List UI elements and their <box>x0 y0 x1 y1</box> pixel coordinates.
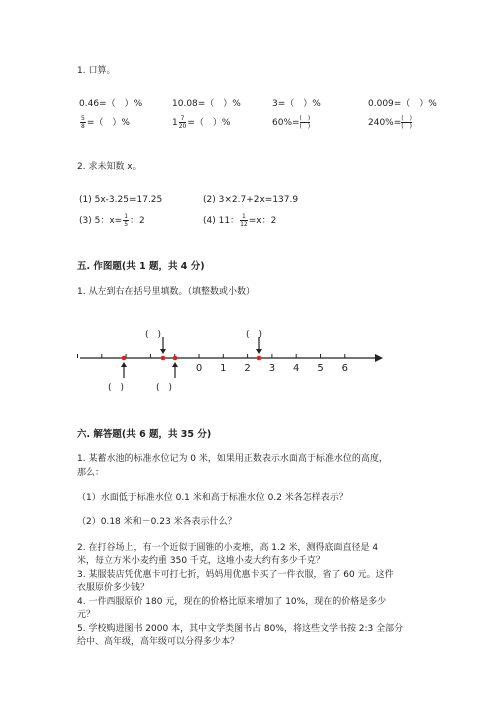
tick-label: 6 <box>341 363 348 374</box>
q1-item-6: 1 $\frac{7}{20}$ =（ ）% <box>172 115 231 130</box>
up-arrow-head <box>121 362 127 367</box>
sec6-q4-line1: 4. 一件西服原价 180 元，现在的价格比原来增加了 10%，现在的价格是多少 <box>77 597 387 607</box>
tick-label: 4 <box>293 363 300 374</box>
answer-paren-bottom-2: ( ) <box>156 383 173 393</box>
down-arrow-head <box>160 349 166 354</box>
tick-label: 0 <box>195 363 203 374</box>
q1-item-1: 0.46=（ ）% <box>79 99 143 109</box>
answer-fraction-slot: ( ) ( ) <box>401 115 412 130</box>
sec6-q1-line1: 1. 某蓄水池的标准水位记为 0 米，如果用正数表示水面高于标准水位的高度， <box>77 454 388 464</box>
section-6-heading: 六. 解答题(共 6 题，共 35 分) <box>77 429 212 440</box>
section-5-heading: 五. 作图题(共 1 题，共 4 分) <box>77 261 205 272</box>
q2-title: 2. 求未知数 x。 <box>77 162 142 172</box>
q2-eq-1: (1) 5x-3.25=17.25 <box>79 195 163 205</box>
sec6-q3-line2: 衣服原价多少钱？ <box>77 583 150 593</box>
answer-paren-top-2: ( ) <box>246 330 263 340</box>
q1-item-7: 60%= ( ) ( ) <box>272 115 311 130</box>
q1-item-5: $\frac{5}{8}$ =（ ）% <box>81 115 130 130</box>
q2-eq-3: (3) 5：x= $\frac{1}{5}$ ：2 <box>79 213 145 228</box>
fraction: $\frac{7}{20}$ <box>178 115 187 130</box>
sec6-q2-line1: 2. 在打谷场上，有一个近似于圆锥的小麦堆，高 1.2 米，测得底面直径是 4 <box>77 543 379 553</box>
sec6-q1-sub1: （1）水面低于标准水位 0.1 米和高于标准水位 0.2 米各怎样表示？ <box>77 493 348 503</box>
q1-item-4: 0.009=（ ）% <box>368 99 437 109</box>
fraction: $\frac{1}{12}$ <box>240 213 248 228</box>
tick-label: 3 <box>268 363 276 374</box>
q1-item-3: 3=（ ）% <box>272 99 321 109</box>
point-marker <box>257 356 262 361</box>
q1-item-2: 10.08=（ ）% <box>172 99 241 109</box>
tick-label: 1 <box>220 363 227 374</box>
sec6-q1-sub2: （2）0.18 米和－0.23 米各表示什么？ <box>77 517 237 527</box>
fraction: $\frac{1}{5}$ <box>124 213 129 228</box>
answer-fraction-slot: ( ) ( ) <box>299 115 311 130</box>
point-marker <box>161 356 166 361</box>
down-arrow-head <box>256 349 262 354</box>
q1-title: 1. 口算。 <box>77 66 116 76</box>
sec6-q1-line2: 那么： <box>77 468 105 478</box>
q1-item-8: 240%= ( ) ( ) <box>368 115 412 130</box>
fraction: $\frac{5}{8}$ <box>81 115 85 130</box>
sec6-q5-line2: 给中、高年级，高年级可以分得多少本？ <box>77 637 240 647</box>
sec6-q5-line1: 5. 学校购进图书 2000 本，其中文学类图书占 80%，将这些文学书按 2:3 全部分 <box>77 624 404 634</box>
q2-eq-2: (2) 3×2.7+2x=137.9 <box>203 195 299 205</box>
tick-label: 2 <box>244 363 251 374</box>
up-arrow-head <box>172 362 178 367</box>
sec5-q1-text: 1. 从左到右在括号里填数。（填整数或小数） <box>77 287 255 297</box>
point-marker <box>122 356 127 361</box>
sec6-q2-line2: 米，每立方米小麦约重 350 千克，这堆小麦大约有多少千克？ <box>77 556 325 566</box>
answer-paren-bottom-1: ( ) <box>108 383 125 393</box>
sec6-q4-line2: 元？ <box>77 610 96 620</box>
answer-paren-top-1: ( ) <box>145 330 162 340</box>
tick-label: 5 <box>317 363 324 374</box>
sec6-q3-line1: 3. 某服装店凭优惠卡可打七折，妈妈用优惠卡买了一件衣服，省了 60 元。这件 <box>77 570 394 580</box>
point-marker <box>173 356 178 361</box>
q2-eq-4: (4) 11： $\frac{1}{12}$ =x：2 <box>203 213 277 228</box>
number-line-arrow <box>375 354 383 362</box>
